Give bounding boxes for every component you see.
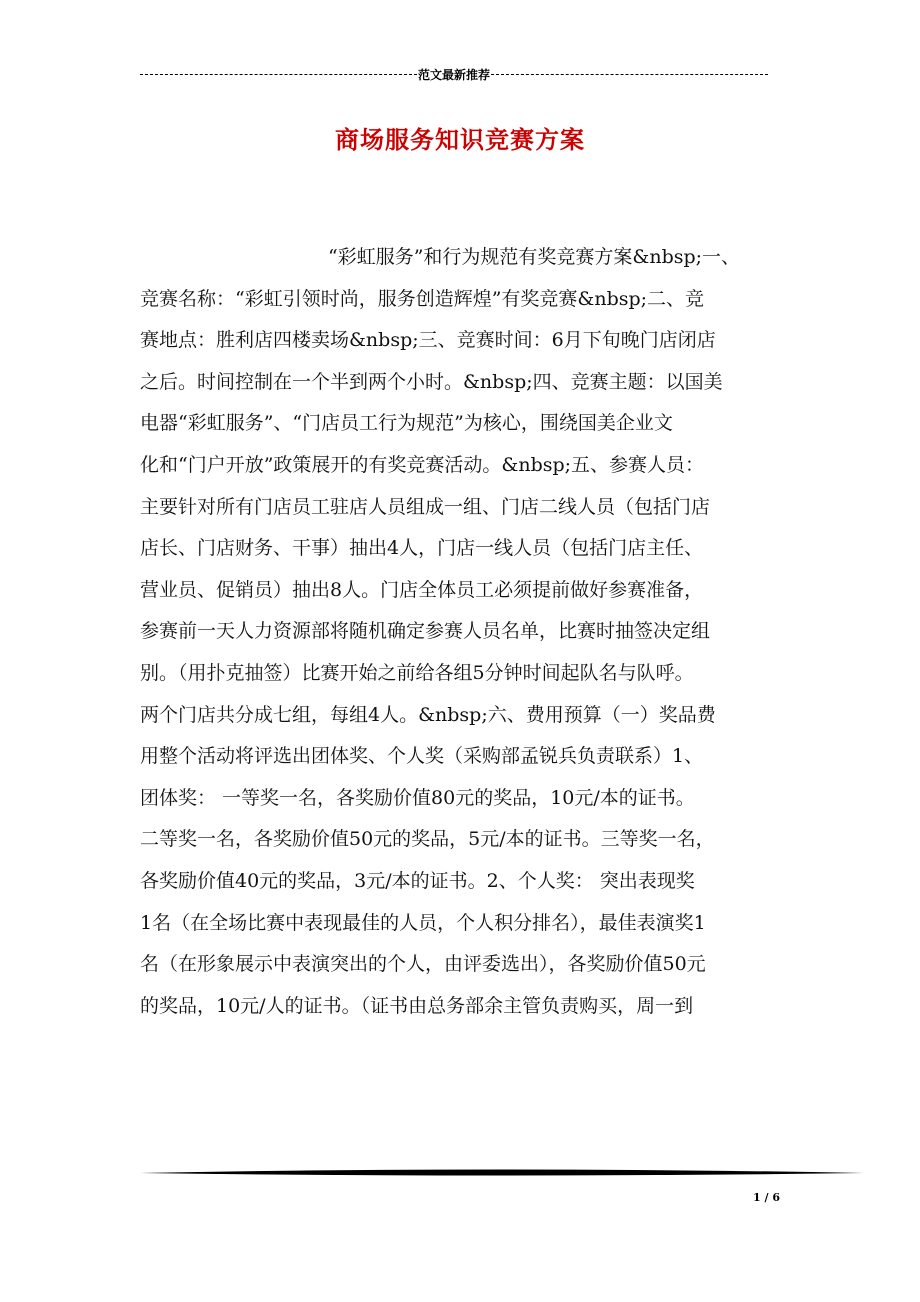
body-line: 之后。时间控制在一个半到两个小时。&nbsp;四、竞赛主题：以国美 <box>140 370 723 393</box>
body-line: 各奖励价值40元的奖品，3元/本的证书。2、个人奖： 突出表现奖 <box>140 869 695 892</box>
body-line: 名（在形象展示中表演突出的个人，由评委选出），各奖励价值50元 <box>140 953 706 976</box>
page-header <box>140 66 768 83</box>
footer-rule <box>140 1166 864 1180</box>
body-line: 别。（用扑克抽签）比赛开始之前给各组5分钟时间起队名与队呼。 <box>140 661 694 684</box>
body-line: 参赛前一天人力资源部将随机确定参赛人员名单，比赛时抽签决定组 <box>140 620 711 643</box>
body-line: 店长、门店财务、干事）抽出4人，门店一线人员（包括门店主任、 <box>140 537 704 560</box>
body-line: 两个门店共分成七组，每组4人。&nbsp;六、费用预算（一）奖品费 <box>140 703 716 726</box>
body-line: 电器“彩虹服务”、“门店员工行为规范”为核心，围绕国美企业文 <box>140 412 673 435</box>
body-line: 二等奖一名，各奖励价值50元的奖品，5元/本的证书。三等奖一名， <box>140 828 715 851</box>
body-line: “彩虹服务”和行为规范有奖竞赛方案&nbsp;一、 <box>328 246 741 268</box>
body-line: 营业员、促销员）抽出8人。门店全体员工必须提前做好参赛准备， <box>140 578 704 601</box>
header-dash-left <box>140 74 417 75</box>
body-line: 赛地点：胜利店四楼卖场&nbsp;三、竞赛时间：6月下旬晚门店闭店 <box>140 329 716 352</box>
document-title: 商场服务知识竞赛方案 <box>335 125 585 154</box>
header-label: 范文最新推荐 <box>418 68 491 82</box>
body-line: 化和“门户开放”政策展开的有奖竞赛活动。&nbsp;五、参赛人员： <box>140 453 705 476</box>
body-line: 用整个活动将评选出团体奖、个人奖（采购部孟锐兵负责联系）1、 <box>140 745 704 768</box>
header-dash-right <box>491 74 768 75</box>
body-line: 主要针对所有门店员工驻店人员组成一组、门店二线人员（包括门店 <box>140 495 711 518</box>
document-body <box>140 237 788 1027</box>
body-line: 竞赛名称：“彩虹引领时尚，服务创造辉煌”有奖竞赛&nbsp;二、竞 <box>140 287 705 310</box>
body-line: 的奖品，10元/人的证书。（证书由总务部余主管负责购买，周一到 <box>140 994 694 1017</box>
page-number: 1 / 6 <box>753 1191 780 1204</box>
body-line: 1名（在全场比赛中表现最佳的人员，个人积分排名），最佳表演奖1 <box>140 911 706 934</box>
body-line: 团体奖： 一等奖一名，各奖励价值80元的奖品，10元/本的证书。 <box>140 786 695 809</box>
